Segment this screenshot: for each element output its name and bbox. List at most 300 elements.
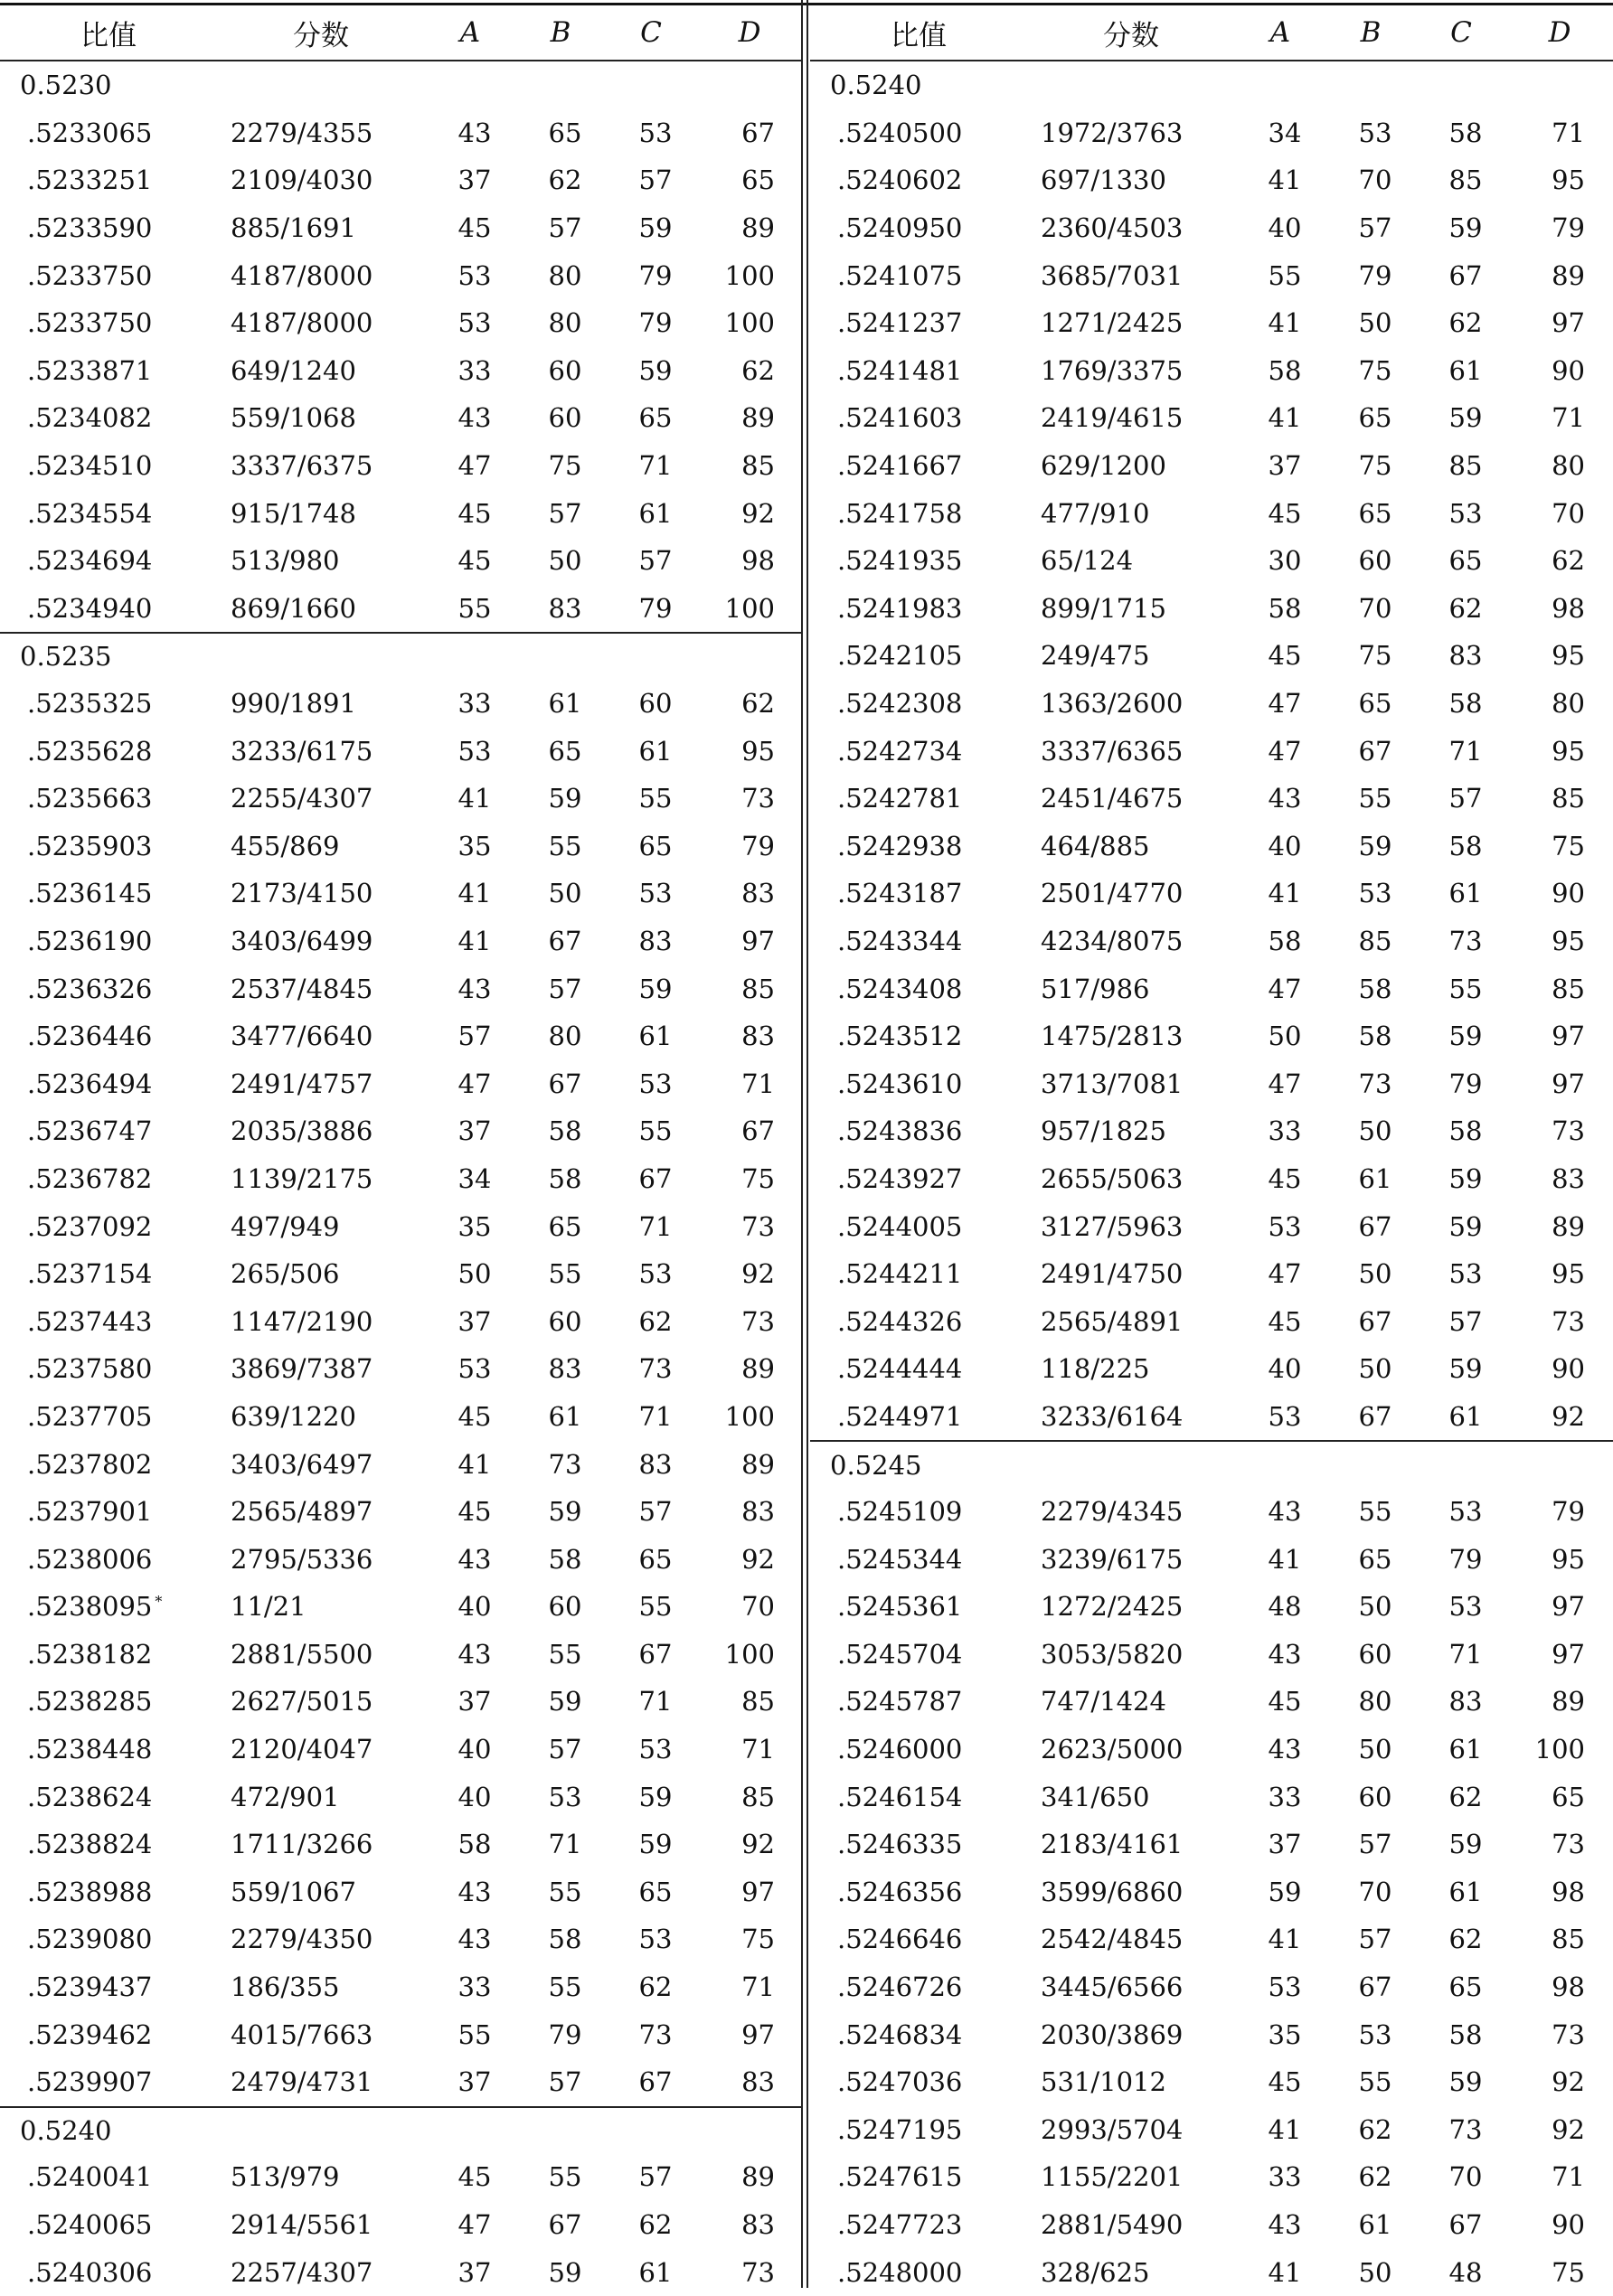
fraction-cell: 4015/7663 — [231, 2018, 373, 2050]
fraction-cell: 1972/3763 — [1041, 117, 1184, 148]
ratio-cell — [0, 2257, 222, 2288]
a-cell: 33 — [1268, 1115, 1302, 1147]
ratio-cell — [810, 2066, 1032, 2097]
ratio-cell — [810, 831, 1032, 861]
b-cell: 50 — [548, 545, 582, 577]
fraction-cell: 1769/3375 — [1041, 354, 1184, 386]
fraction-cell: 3233/6164 — [1041, 1400, 1184, 1432]
table-row — [0, 109, 803, 157]
header-fraction: 分数 — [1103, 19, 1159, 52]
fraction-cell: 2881/5490 — [1041, 2209, 1184, 2241]
table-row — [810, 1678, 1613, 1726]
fraction-cell: 2279/4345 — [1041, 1496, 1184, 1528]
ratio-cell — [0, 498, 222, 529]
b-cell: 55 — [548, 2161, 582, 2193]
table-row — [810, 1107, 1613, 1155]
d-cell: 85 — [1552, 1924, 1585, 1955]
a-cell: 33 — [457, 1971, 492, 2003]
b-cell: 55 — [548, 1876, 582, 1907]
c-cell: 55 — [638, 1115, 673, 1147]
a-cell: 40 — [1268, 1353, 1302, 1385]
ratio-cell — [0, 1639, 222, 1670]
ratio-value: .5246726 — [837, 1971, 963, 2003]
b-cell: 61 — [548, 688, 582, 720]
c-cell: 58 — [1448, 830, 1483, 861]
b-cell: 60 — [548, 354, 582, 386]
d-cell: 75 — [741, 1924, 775, 1955]
fraction-cell: 2279/4355 — [231, 117, 373, 148]
c-cell: 65 — [638, 830, 673, 861]
left-header-row — [0, 5, 803, 61]
b-cell: 62 — [548, 165, 582, 196]
ratio-value: .5242734 — [837, 735, 963, 767]
fraction-cell: 2655/5063 — [1041, 1162, 1184, 1194]
d-cell: 92 — [741, 1829, 775, 1860]
a-cell: 45 — [457, 545, 492, 577]
fraction-cell: 513/979 — [231, 2161, 340, 2193]
d-cell: 67 — [741, 117, 775, 148]
a-cell: 40 — [457, 1781, 492, 1812]
table-row — [0, 1678, 803, 1726]
a-cell: 43 — [457, 117, 492, 148]
d-cell: 97 — [741, 925, 775, 956]
ratio-cell — [810, 2209, 1032, 2240]
a-cell: 45 — [457, 497, 492, 529]
c-cell: 61 — [1448, 1734, 1483, 1765]
b-cell: 58 — [548, 1162, 582, 1194]
c-cell: 59 — [638, 973, 673, 1004]
b-cell: 67 — [1358, 735, 1392, 767]
d-cell: 98 — [1552, 1971, 1585, 2003]
d-cell: 71 — [1552, 2161, 1585, 2193]
section-label: 0.5235 — [20, 641, 112, 673]
fraction-cell: 1363/2600 — [1041, 688, 1184, 720]
ratio-value: .5242938 — [837, 830, 963, 861]
ratio-cell — [0, 1021, 222, 1051]
table-row — [810, 2153, 1613, 2201]
c-cell: 53 — [638, 1258, 673, 1290]
c-cell: 71 — [638, 1686, 673, 1717]
ratio-cell — [0, 450, 222, 481]
d-cell: 83 — [741, 1496, 775, 1528]
ratio-cell — [0, 1353, 222, 1384]
a-cell: 45 — [1268, 1305, 1302, 1337]
d-cell: 97 — [741, 2018, 775, 2050]
table-row — [0, 1297, 803, 1345]
c-cell: 83 — [638, 925, 673, 956]
a-cell: 41 — [1268, 2256, 1302, 2288]
ratio-value: .5234940 — [27, 592, 153, 624]
a-cell: 47 — [1268, 973, 1302, 1004]
table-row — [0, 489, 803, 537]
b-cell: 65 — [1358, 688, 1392, 720]
a-cell: 43 — [1268, 783, 1302, 814]
ratio-value: .5238182 — [27, 1638, 153, 1670]
c-cell: 59 — [1448, 2066, 1483, 2098]
fraction-cell: 915/1748 — [231, 497, 356, 529]
ratio-value: .5233750 — [27, 259, 153, 291]
table-row — [0, 823, 803, 870]
fraction-cell: 265/506 — [231, 1258, 340, 1290]
fraction-cell: 1711/3266 — [231, 1829, 373, 1860]
d-cell: 98 — [1552, 1876, 1585, 1907]
d-cell: 85 — [741, 1686, 775, 1717]
b-cell: 55 — [1358, 2066, 1392, 2098]
ratio-value: .5244005 — [837, 1210, 963, 1242]
d-cell: 75 — [1552, 2256, 1585, 2288]
d-cell: 89 — [1552, 259, 1585, 291]
ratio-value: .5241983 — [837, 592, 963, 624]
fraction-cell: 2491/4750 — [1041, 1258, 1184, 1290]
fraction-cell: 249/475 — [1041, 640, 1150, 672]
ratio-value: .5236145 — [27, 878, 153, 909]
d-cell: 73 — [741, 1210, 775, 1242]
table-row — [810, 537, 1613, 585]
ratio-value: .5237580 — [27, 1353, 153, 1385]
a-cell: 40 — [1268, 212, 1302, 244]
a-cell: 53 — [1268, 1400, 1302, 1432]
b-cell: 60 — [1358, 1781, 1392, 1812]
c-cell: 60 — [638, 688, 673, 720]
d-cell: 100 — [724, 592, 775, 624]
ratio-cell — [810, 593, 1032, 624]
b-cell: 65 — [548, 1210, 582, 1242]
ratio-cell — [0, 593, 222, 624]
a-cell: 47 — [1268, 1258, 1302, 1290]
b-cell: 50 — [1358, 2256, 1392, 2288]
b-cell: 61 — [1358, 1162, 1392, 1194]
ratio-value: .5243610 — [837, 1068, 963, 1099]
b-cell: 50 — [1358, 1258, 1392, 1290]
ratio-cell — [810, 1115, 1032, 1146]
table-row — [0, 870, 803, 917]
ratio-value: .5238624 — [27, 1781, 153, 1812]
a-cell: 41 — [1268, 307, 1302, 339]
a-cell: 45 — [1268, 1162, 1302, 1194]
a-cell: 48 — [1268, 1591, 1302, 1623]
table-row — [810, 204, 1613, 252]
ratio-value: .5235903 — [27, 830, 153, 861]
d-cell: 73 — [1552, 2018, 1585, 2050]
ratio-value: .5242781 — [837, 783, 963, 814]
b-cell: 57 — [548, 212, 582, 244]
fraction-cell: 65/124 — [1041, 545, 1134, 577]
table-row — [0, 585, 803, 633]
a-cell: 43 — [1268, 1496, 1302, 1528]
ratio-cell — [810, 1734, 1032, 1764]
ratio-cell — [810, 545, 1032, 576]
c-cell: 73 — [638, 2018, 673, 2050]
fraction-cell: 1147/2190 — [231, 1305, 373, 1337]
header-a: A — [1269, 16, 1291, 49]
a-cell: 53 — [457, 735, 492, 767]
table-row — [0, 1107, 803, 1155]
b-cell: 60 — [548, 1305, 582, 1337]
fraction-cell: 2491/4757 — [231, 1068, 373, 1099]
c-cell: 65 — [1448, 545, 1483, 577]
ratio-value: .5234510 — [27, 450, 153, 482]
ratio-value: .5243836 — [837, 1115, 963, 1147]
table-row — [0, 2153, 803, 2201]
ratio-value: .5245361 — [837, 1591, 963, 1623]
fraction-cell: 328/625 — [1041, 2256, 1150, 2288]
d-cell: 95 — [741, 735, 775, 767]
b-cell: 55 — [548, 1258, 582, 1290]
table-row — [810, 251, 1613, 299]
table-row — [810, 585, 1613, 633]
table-row — [810, 347, 1613, 395]
b-cell: 83 — [548, 1353, 582, 1385]
ratio-value: .5234694 — [27, 545, 153, 577]
ratio-value: .5244211 — [837, 1258, 963, 1290]
ratio-cell — [810, 1496, 1032, 1527]
header-fraction: 分数 — [293, 19, 349, 52]
left-table — [0, 0, 803, 2288]
ratio-value: .5247615 — [837, 2161, 963, 2193]
ratio-value: .5240500 — [837, 117, 963, 148]
b-cell: 60 — [548, 1591, 582, 1623]
table-row — [810, 1773, 1613, 1821]
ratio-value: .5244444 — [837, 1353, 963, 1385]
a-cell: 47 — [457, 450, 492, 482]
b-cell: 75 — [1358, 640, 1392, 672]
c-cell: 59 — [1448, 1210, 1483, 1242]
a-cell: 37 — [1268, 1829, 1302, 1860]
a-cell: 41 — [1268, 402, 1302, 434]
d-cell: 97 — [1552, 1021, 1585, 1052]
b-cell: 58 — [548, 1543, 582, 1575]
section-label-row — [0, 632, 803, 680]
d-cell: 79 — [741, 830, 775, 861]
c-cell: 79 — [1448, 1543, 1483, 1575]
a-cell: 47 — [457, 2209, 492, 2241]
c-cell: 57 — [1448, 783, 1483, 814]
d-cell: 79 — [1552, 212, 1585, 244]
b-cell: 67 — [548, 1068, 582, 1099]
c-cell: 57 — [1448, 1305, 1483, 1337]
table-row — [810, 109, 1613, 157]
fraction-cell: 2183/4161 — [1041, 1829, 1184, 1860]
ratio-value: .5246154 — [837, 1781, 963, 1812]
c-cell: 57 — [638, 165, 673, 196]
ratio-cell — [0, 1971, 222, 2002]
fraction-cell: 2279/4350 — [231, 1924, 373, 1955]
b-cell: 58 — [1358, 1021, 1392, 1052]
b-cell: 57 — [1358, 1829, 1392, 1860]
d-cell: 85 — [1552, 783, 1585, 814]
b-cell: 59 — [548, 1686, 582, 1717]
fraction-cell: 118/225 — [1041, 1353, 1150, 1385]
ratio-cell — [810, 1639, 1032, 1670]
table-row — [0, 1726, 803, 1774]
c-cell: 58 — [1448, 1115, 1483, 1147]
fraction-cell: 2419/4615 — [1041, 402, 1184, 434]
table-row — [810, 823, 1613, 870]
ratio-cell — [810, 355, 1032, 386]
ratio-value: .5241603 — [837, 402, 963, 434]
ratio-value: .5245704 — [837, 1638, 963, 1670]
a-cell: 37 — [457, 1115, 492, 1147]
table-row — [810, 1868, 1613, 1916]
c-cell: 65 — [1448, 1971, 1483, 2003]
d-cell: 98 — [1552, 592, 1585, 624]
fraction-cell: 2030/3869 — [1041, 2018, 1184, 2050]
ratio-value: .5233750 — [27, 307, 153, 339]
d-cell: 92 — [741, 1258, 775, 1290]
fraction-cell: 455/869 — [231, 830, 340, 861]
c-cell: 53 — [638, 117, 673, 148]
a-cell: 37 — [457, 1305, 492, 1337]
a-cell: 50 — [457, 1258, 492, 1290]
ratio-cell — [810, 1971, 1032, 2002]
fraction-cell: 2255/4307 — [231, 783, 373, 814]
c-cell: 62 — [1448, 592, 1483, 624]
a-cell: 43 — [1268, 2209, 1302, 2241]
b-cell: 58 — [548, 1924, 582, 1955]
d-cell: 85 — [741, 450, 775, 482]
d-cell: 100 — [724, 259, 775, 291]
d-cell: 73 — [741, 783, 775, 814]
fraction-cell: 3239/6175 — [1041, 1543, 1184, 1575]
b-cell: 80 — [548, 259, 582, 291]
fraction-cell: 3477/6640 — [231, 1021, 373, 1052]
d-cell: 83 — [1552, 1162, 1585, 1194]
fraction-cell: 3403/6497 — [231, 1448, 373, 1480]
d-cell: 95 — [1552, 165, 1585, 196]
a-cell: 41 — [1268, 878, 1302, 909]
ratio-value: .5244326 — [837, 1305, 963, 1337]
left-table-body — [0, 61, 803, 2296]
a-cell: 45 — [457, 212, 492, 244]
ratio-cell — [0, 1306, 222, 1337]
c-cell: 67 — [638, 1162, 673, 1194]
ratio-value: .5243344 — [837, 925, 963, 956]
ratio-value: .5240602 — [837, 165, 963, 196]
ratio-value: .5237901 — [27, 1496, 153, 1528]
b-cell: 60 — [548, 402, 582, 434]
c-cell: 59 — [1448, 1829, 1483, 1860]
ratio-cell — [810, 1353, 1032, 1384]
fraction-cell: 2257/4307 — [231, 2256, 373, 2288]
b-cell: 50 — [1358, 1734, 1392, 1765]
b-cell: 60 — [1358, 1638, 1392, 1670]
ratio-value: .5233871 — [27, 354, 153, 386]
d-cell: 90 — [1552, 1353, 1585, 1385]
c-cell: 53 — [1448, 1258, 1483, 1290]
b-cell: 50 — [1358, 1591, 1392, 1623]
ratio-cell — [810, 1782, 1032, 1812]
fraction-cell: 559/1067 — [231, 1876, 356, 1907]
d-cell: 73 — [1552, 1829, 1585, 1860]
ratio-cell — [810, 260, 1032, 291]
b-cell: 67 — [1358, 1400, 1392, 1432]
d-cell: 65 — [1552, 1781, 1585, 1812]
ratio-cell — [810, 307, 1032, 338]
a-cell: 47 — [1268, 735, 1302, 767]
fraction-cell: 559/1068 — [231, 402, 356, 434]
ratio-value: .5238006 — [27, 1543, 153, 1575]
header-d: D — [1548, 16, 1571, 49]
a-cell: 40 — [1268, 830, 1302, 861]
a-cell: 37 — [457, 1686, 492, 1717]
ratio-cell — [0, 688, 222, 719]
c-cell: 59 — [638, 1781, 673, 1812]
table-row — [0, 537, 803, 585]
section-label: 0.5230 — [20, 70, 112, 101]
ratio-cell — [810, 1544, 1032, 1575]
b-cell: 55 — [1358, 783, 1392, 814]
table-row — [0, 680, 803, 728]
a-cell: 43 — [457, 1924, 492, 1955]
section-label: 0.5245 — [830, 1449, 922, 1481]
table-row — [810, 1535, 1613, 1583]
ratio-value: .5243187 — [837, 878, 963, 909]
ratio-cell — [0, 1591, 222, 1622]
b-cell: 50 — [548, 878, 582, 909]
section-label: 0.5240 — [20, 2114, 112, 2146]
a-cell: 35 — [457, 830, 492, 861]
table-row — [810, 1821, 1613, 1868]
table-row — [810, 2010, 1613, 2058]
ratio-cell — [810, 878, 1032, 908]
right-table-body — [810, 61, 1613, 2296]
ratio-cell — [0, 1211, 222, 1242]
ratio-cell — [0, 1544, 222, 1575]
a-cell: 41 — [457, 878, 492, 909]
a-cell: 59 — [1268, 1876, 1302, 1907]
b-cell: 62 — [1358, 2113, 1392, 2145]
c-cell: 58 — [1448, 2018, 1483, 2050]
c-cell: 65 — [638, 1543, 673, 1575]
ratio-value: .5237705 — [27, 1400, 153, 1432]
ratio-value: .5235325 — [27, 688, 153, 720]
a-cell: 41 — [1268, 1924, 1302, 1955]
c-cell: 62 — [1448, 1924, 1483, 1955]
a-cell: 37 — [457, 2256, 492, 2288]
a-cell: 53 — [1268, 1210, 1302, 1242]
fraction-cell: 2109/4030 — [231, 165, 373, 196]
table-row — [810, 965, 1613, 1012]
a-cell: 34 — [457, 1162, 492, 1194]
ratio-value: .5236782 — [27, 1162, 153, 1194]
c-cell: 83 — [638, 1448, 673, 1480]
fraction-cell: 2993/5704 — [1041, 2113, 1184, 2145]
b-cell: 70 — [1358, 1876, 1392, 1907]
fraction-cell: 2623/5000 — [1041, 1734, 1184, 1765]
a-cell: 45 — [457, 1496, 492, 1528]
ratio-value: .5238095 — [27, 1591, 153, 1623]
d-cell: 83 — [741, 2209, 775, 2241]
c-cell: 59 — [638, 212, 673, 244]
a-cell: 41 — [1268, 2113, 1302, 2145]
ratio-cell — [810, 736, 1032, 767]
b-cell: 65 — [1358, 1543, 1392, 1575]
c-cell: 83 — [1448, 1686, 1483, 1717]
c-cell: 59 — [1448, 1021, 1483, 1052]
table-row — [810, 2058, 1613, 2106]
table-row — [810, 1155, 1613, 1203]
b-cell: 83 — [548, 592, 582, 624]
ratio-value: .5243512 — [837, 1021, 963, 1052]
d-cell: 95 — [1552, 735, 1585, 767]
table-row — [0, 251, 803, 299]
d-cell: 71 — [741, 1734, 775, 1765]
ratio-cell — [810, 2019, 1032, 2050]
ratio-cell — [0, 926, 222, 956]
a-cell: 50 — [1268, 1021, 1302, 1052]
d-cell: 70 — [741, 1591, 775, 1623]
fraction-cell: 2537/4845 — [231, 973, 373, 1004]
